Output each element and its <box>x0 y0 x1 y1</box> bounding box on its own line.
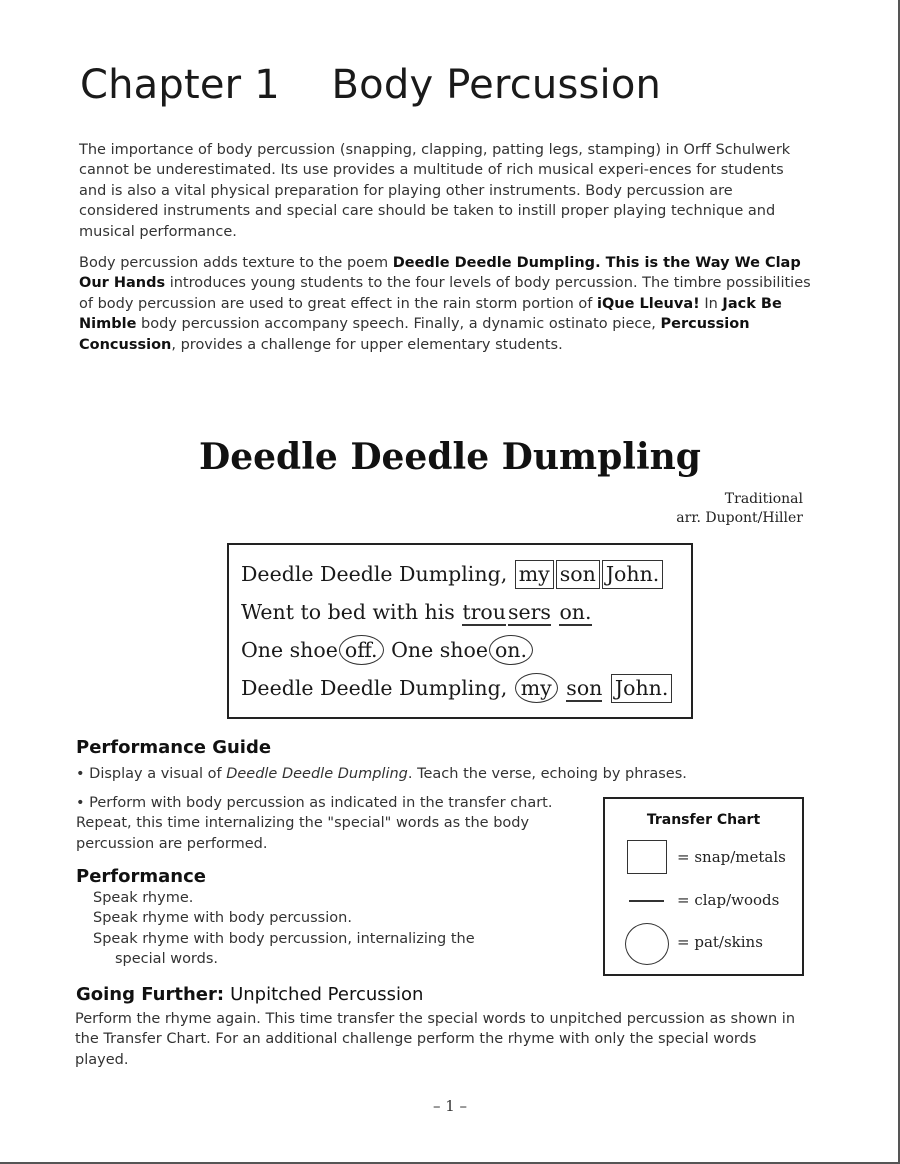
poem-text: Deedle Deedle Dumpling, <box>241 676 514 700</box>
poem-line-1 <box>241 559 664 589</box>
going-further-label: Going Further: <box>76 984 225 1005</box>
poem-text: Deedle Deedle Dumpling, <box>241 562 514 586</box>
page-number: – 1 – <box>432 1097 468 1115</box>
going-further-subheading: Unpitched Percussion <box>230 984 424 1005</box>
performance-steps <box>93 888 533 970</box>
transfer-label: = snap/metals <box>677 848 786 866</box>
performance-step: Speak rhyme. <box>93 890 194 906</box>
intro-text: body percussion accompany speech. Finally, a dynamic ostinato piece, <box>136 316 661 333</box>
transfer-row-pat <box>625 923 800 963</box>
que-lleuva-title: iQue Lleuva! <box>597 295 700 312</box>
poem-text: One shoe <box>391 638 488 662</box>
song-title: Deedle Deedle Dumpling <box>199 436 701 478</box>
transfer-chart <box>603 797 804 976</box>
poem-line-2 <box>241 597 593 627</box>
performance-heading: Performance <box>76 866 206 887</box>
underlined-word: son <box>566 676 603 700</box>
poem-line-3 <box>241 635 534 665</box>
poem-titles-bold: Deedle Deedle Dumpling. This is the Way We Clap Our Hands <box>79 255 801 292</box>
boxed-word: John. <box>611 674 672 703</box>
guide-bullet-1 <box>76 764 796 784</box>
boxed-word: my <box>515 560 554 589</box>
intro-text: introduces young students to the four levels of body percussion. The timbre possibilities of body percussion are used to great effect in the rain storm portion of <box>79 275 811 312</box>
intro-paragraph-2 <box>79 253 811 355</box>
percussion-concussion-title: Percussion Concussion <box>79 316 750 353</box>
credit-traditional: Traditional <box>724 491 803 507</box>
underlined-word: on. <box>559 600 592 624</box>
poem-text: Went to bed with his <box>241 600 462 624</box>
transfer-row-snap <box>625 838 800 878</box>
guide-poem-title: Deedle Deedle Dumpling <box>226 766 408 782</box>
intro-paragraph-1: The importance of body percussion (snapping, clapping, patting legs, stamping) in Orff Schulwerk cannot be underestimated. Its use provides a multitude of rich musical experi-ences for students and is also a vital physical preparation for playing other instruments. Body percussion are considered instruments and special care should be taken to instill proper playing technique and musical performance. <box>79 142 791 240</box>
guide-text: • Display a visual of <box>76 766 227 782</box>
intro-text: Body percussion adds texture to the poem <box>79 255 393 271</box>
transfer-chart-title: Transfer Chart <box>646 812 761 828</box>
poem-box <box>227 543 693 719</box>
performance-step: Speak rhyme with body percussion, internalizing the <box>93 930 475 947</box>
chapter-title: Chapter 1 Body Percussion <box>80 62 662 108</box>
underlined-word: trou <box>462 600 506 624</box>
circled-word: on. <box>489 635 533 665</box>
jack-be-nimble-title: Jack Be Nimble <box>79 295 782 333</box>
performance-guide-heading: Performance Guide <box>76 737 272 758</box>
performance-step: Speak rhyme with body percussion. <box>93 910 352 927</box>
circled-word: my <box>515 673 558 703</box>
guide-bullet-2: • Perform with body percussion as indicated in the transfer chart. Repeat, this time internalizing the "special" words as the body percussion are performed. <box>76 795 553 852</box>
circle-symbol-icon <box>625 923 669 965</box>
circled-word: off. <box>339 635 384 665</box>
transfer-label: = pat/skins <box>677 933 763 951</box>
transfer-label: = clap/woods <box>677 891 780 909</box>
transfer-row-clap <box>625 881 800 921</box>
going-further-heading <box>76 984 423 1005</box>
intro-text: In <box>699 295 723 312</box>
boxed-word: John. <box>602 560 663 589</box>
intro-text: , provides a challenge for upper elementary students. <box>171 336 563 353</box>
underlined-word: sers <box>507 600 551 624</box>
going-further-text: Perform the rhyme again. This time transfer the special words to unpitched percussion as shown in the Transfer Chart. For an additional challenge perform the rhyme with only the special words played. <box>75 1011 796 1068</box>
guide-text: . Teach the verse, echoing by phrases. <box>407 766 687 782</box>
line-symbol-icon <box>629 900 664 902</box>
boxed-word: son <box>556 560 600 589</box>
poem-line-4 <box>241 673 673 703</box>
poem-text: One shoe <box>241 638 338 662</box>
square-symbol-icon <box>627 840 667 874</box>
credit-arranger: arr. Dupont/Hiller <box>676 510 803 526</box>
performance-step-continued: special words. <box>115 951 219 968</box>
